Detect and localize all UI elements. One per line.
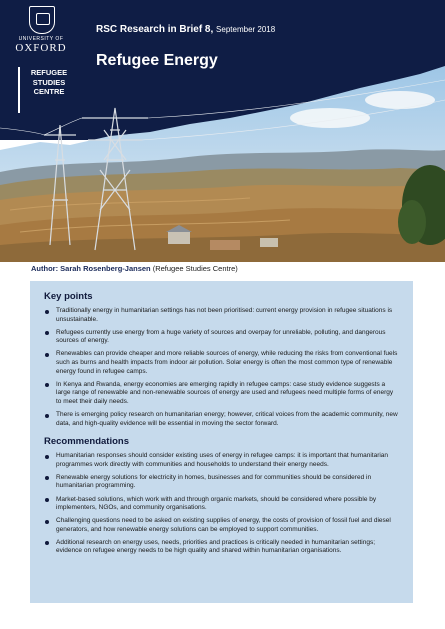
key-point-item: In Kenya and Rwanda, energy economies are emerging rapidly in refugee camps: case study evidence suggests a large range of renewable and non-renewable sources of energy are used and refugees need multiple forms of energy to meet their daily needs. bbox=[44, 381, 399, 407]
author-name: Sarah Rosenberg-Jansen bbox=[60, 264, 151, 273]
header-banner bbox=[0, 0, 445, 262]
rsc-logo-line: REFUGEE bbox=[30, 68, 68, 77]
key-points-list bbox=[44, 307, 399, 428]
oxford-crest-icon bbox=[29, 6, 55, 34]
recommendation-item: Challenging questions need to be asked on existing supplies of energy, the costs of provision of fossil fuel and diesel generators, and how renewable energy solutions can be employed to support communities. bbox=[44, 517, 399, 534]
recommendations-list bbox=[44, 452, 399, 556]
author-line bbox=[31, 264, 238, 273]
key-point-item: There is emerging policy research on humanitarian energy; however, critical voices from the academic community, new data, and high-quality evidence will be essential in moving the sector forward. bbox=[44, 411, 399, 428]
key-points-heading: Key points bbox=[44, 291, 93, 302]
series-label bbox=[96, 24, 275, 35]
university-label: UNIVERSITY OF bbox=[18, 36, 64, 42]
key-point-item: Renewables can provide cheaper and more reliable sources of energy, while reducing the risks from conventional fuels such as burns and health impacts from indoor air pollution. Solar energy is often the most common type of renewable energy found in refugee camps. bbox=[44, 350, 399, 376]
rsc-logo-line: CENTRE bbox=[33, 87, 65, 96]
recommendation-item: Market-based solutions, which work with and through organic markets, should be considered where possible by implementers, NGOs, and community organisations. bbox=[44, 496, 399, 513]
page-title: Refugee Energy bbox=[96, 52, 218, 69]
oxford-logo bbox=[0, 0, 82, 62]
oxford-label: OXFORD bbox=[15, 42, 67, 54]
recommendation-item: Humanitarian responses should consider existing uses of energy in refugee camps: it is important that humanitarian programmes work directly with communities and households to understand their energy needs. bbox=[44, 452, 399, 469]
author-affiliation: (Refugee Studies Centre) bbox=[152, 264, 238, 273]
recommendation-item: Additional research on energy uses, needs, priorities and practices is critically needed in humanitarian settings; evidence on refugee energy needs to be high quality and shared within humanitarian organisations. bbox=[44, 539, 399, 556]
refugee-studies-centre-logo bbox=[25, 68, 73, 97]
author-label: Author: bbox=[31, 264, 59, 273]
summary-panel bbox=[30, 281, 413, 603]
series-name: RSC Research in Brief 8, bbox=[96, 24, 214, 35]
recommendations-heading: Recommendations bbox=[44, 436, 129, 448]
recommendation-item: Renewable energy solutions for electricity in homes, businesses and for communities should be considered in humanitarian programming. bbox=[44, 474, 399, 491]
rsc-logo-rule bbox=[18, 67, 20, 113]
key-point-item: Traditionally energy in humanitarian settings has not been prioritised: current energy provision in refugee situations is unsustainable. bbox=[44, 307, 399, 324]
key-point-item: Refugees currently use energy from a huge variety of sources and overpay for unreliable, polluting, and dangerous sources of energy. bbox=[44, 329, 399, 346]
rsc-logo-line: STUDIES bbox=[32, 77, 66, 87]
publication-date: September 2018 bbox=[216, 25, 276, 34]
